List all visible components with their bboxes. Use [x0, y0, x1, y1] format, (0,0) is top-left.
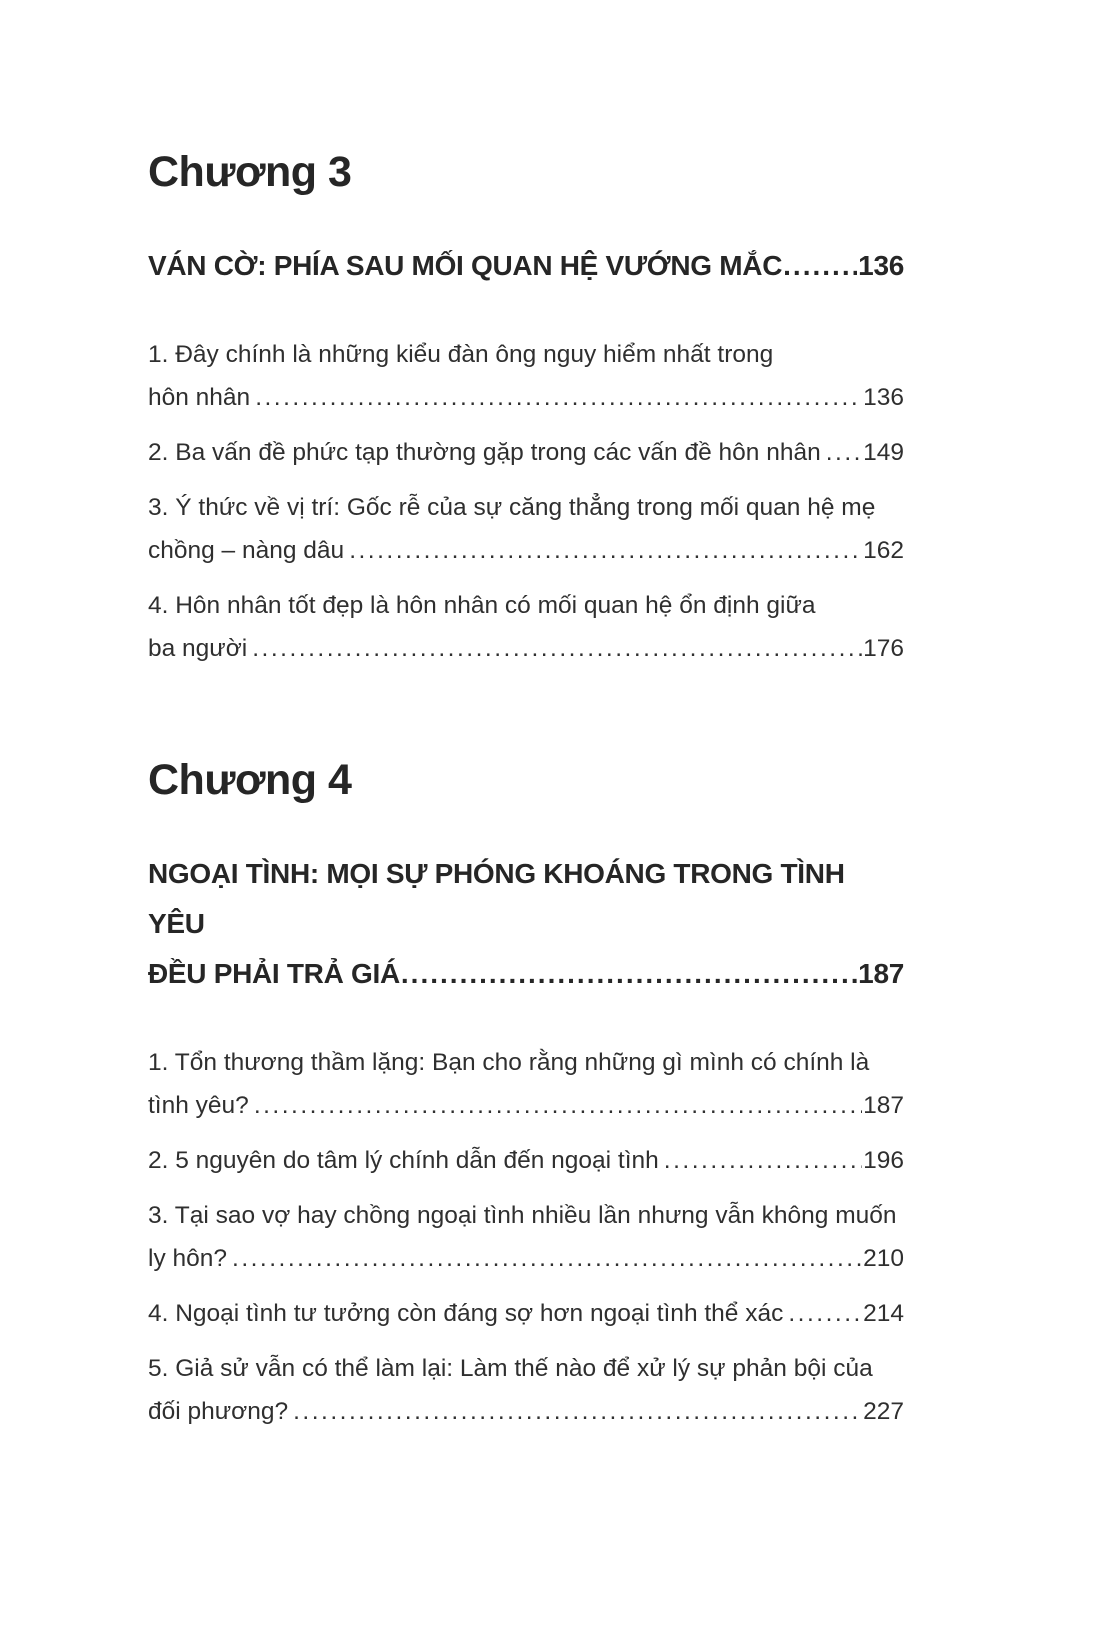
toc-item — [148, 431, 904, 474]
dot-leader — [349, 529, 862, 572]
dot-leader — [788, 1292, 862, 1335]
toc-item-page: 196 — [863, 1147, 904, 1174]
toc-item — [148, 1139, 904, 1182]
dot-leader — [293, 1390, 862, 1433]
chapter-title-text: ĐỀU PHẢI TRẢ GIÁ — [148, 958, 400, 989]
toc-item-text: hôn nhân — [148, 384, 251, 411]
toc-item-last-line — [148, 1139, 904, 1182]
dot-leader — [826, 431, 862, 474]
toc-item-last-line — [148, 1237, 904, 1280]
toc-item-text: 1. Đây chính là những kiểu đàn ông nguy hiểm nhất trong — [148, 341, 774, 368]
toc-item — [148, 1347, 904, 1433]
toc-item-text: 3. Ý thức về vị trí: Gốc rễ của sự căng thẳng trong mối quan hệ mẹ — [148, 494, 876, 521]
toc-item — [148, 1041, 904, 1127]
chapter-title-text: VÁN CỜ: PHÍA SAU MỐI QUAN HỆ VƯỚNG MẮC — [148, 250, 783, 281]
toc-item — [148, 486, 904, 572]
chapter-title-line — [148, 949, 904, 999]
chapter-title — [148, 849, 904, 999]
toc-item-page: 162 — [863, 537, 904, 564]
chapter-3-section — [148, 148, 904, 670]
dot-leader — [252, 627, 862, 670]
toc-item-text: 5. Giả sử vẫn có thể làm lại: Làm thế nào để xử lý sự phản bội của — [148, 1355, 873, 1382]
toc-item-last-line — [148, 1390, 904, 1433]
toc-item-last-line — [148, 1084, 904, 1127]
dot-leader — [232, 1237, 862, 1280]
toc-item-text: 1. Tổn thương thầm lặng: Bạn cho rằng những gì mình có chính là — [148, 1049, 870, 1076]
toc-item-last-line — [148, 529, 904, 572]
chapter-title-line: NGOẠI TÌNH: MỌI SỰ PHÓNG KHOÁNG TRONG TÌNH YÊU — [148, 858, 845, 939]
toc-item-page: 187 — [863, 1092, 904, 1119]
toc-item-page: 176 — [863, 635, 904, 662]
dot-leader — [254, 1084, 862, 1127]
toc-item-text: 2. Ba vấn đề phức tạp thường gặp trong các vấn đề hôn nhân — [148, 439, 821, 466]
toc-item — [148, 584, 904, 670]
toc-item-page: 214 — [863, 1300, 904, 1327]
toc-item-page: 136 — [863, 384, 904, 411]
toc-item-text: 2. 5 nguyên do tâm lý chính dẫn đến ngoại tình — [148, 1147, 659, 1174]
dot-leader — [401, 949, 857, 999]
chapter-title-line — [148, 241, 904, 291]
toc-item-text: đối phương? — [148, 1398, 289, 1425]
toc-item — [148, 1292, 904, 1335]
toc-item-last-line — [148, 627, 904, 670]
toc-content — [148, 148, 904, 1433]
toc-item-text: 3. Tại sao vợ hay chồng ngoại tình nhiều lần nhưng vẫn không muốn — [148, 1202, 897, 1229]
dot-leader — [255, 376, 862, 419]
chapter-heading: Chương 4 — [148, 756, 352, 804]
toc-item-page: 227 — [863, 1398, 904, 1425]
dot-leader — [783, 241, 857, 291]
toc-item-last-line — [148, 431, 904, 474]
toc-item-text: tình yêu? — [148, 1092, 249, 1119]
toc-item-text: chồng – nàng dâu — [148, 537, 345, 564]
chapter-4-section — [148, 756, 904, 1433]
toc-item-text: ba người — [148, 635, 248, 662]
toc-item-text: 4. Hôn nhân tốt đẹp là hôn nhân có mối quan hệ ổn định giữa — [148, 592, 816, 619]
toc-item-text: ly hôn? — [148, 1245, 228, 1272]
toc-item-page: 149 — [863, 439, 904, 466]
toc-item — [148, 333, 904, 419]
chapter-title — [148, 241, 904, 291]
chapter-page-number: 136 — [858, 250, 904, 281]
toc-item — [148, 1194, 904, 1280]
toc-item-text: 4. Ngoại tình tư tưởng còn đáng sợ hơn ngoại tình thể xác — [148, 1300, 784, 1327]
toc-item-page: 210 — [863, 1245, 904, 1272]
chapter-heading: Chương 3 — [148, 148, 352, 196]
toc-item-last-line — [148, 1292, 904, 1335]
dot-leader — [664, 1139, 862, 1182]
chapter-page-number: 187 — [858, 958, 904, 989]
toc-item-last-line — [148, 376, 904, 419]
